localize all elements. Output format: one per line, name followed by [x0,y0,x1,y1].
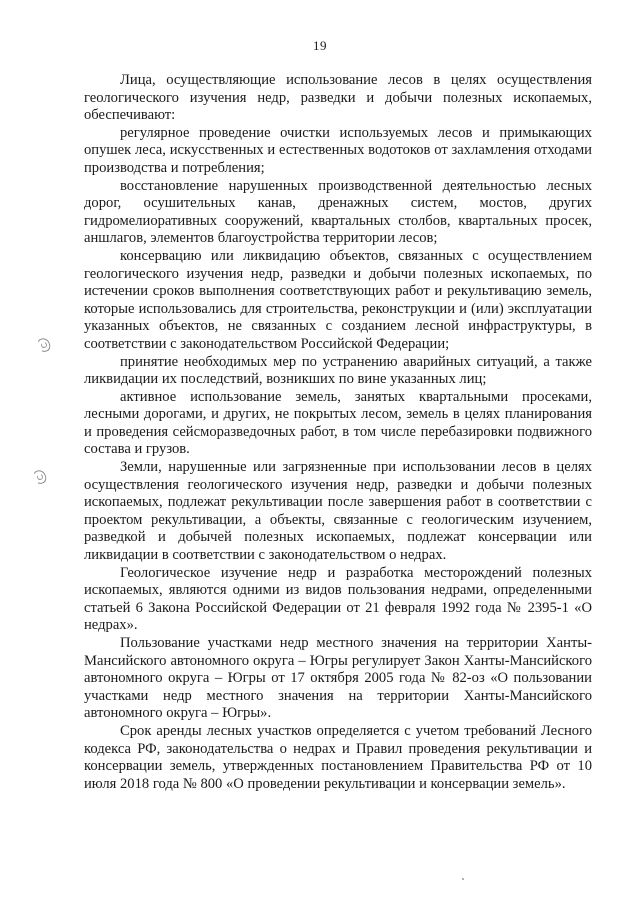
page-number: 19 [313,38,327,53]
paragraph-intro: Лица, осуществляющие использование лесов в целях осуществления геологического изучения недр, разведки и добычи полезных ископаемых, обеспечивают: [84,72,592,124]
paragraph-geological-study: Геологическое изучение недр и разработка месторождений полезных ископаемых, являются одними из видов пользования недрами, определенными статьей 6 Закона Российской Федерации от 21 февраля 1992 года № 2395-1 «О недрах». [84,564,592,634]
paragraph-lease-term: Срок аренды лесных участков определяется с учетом требований Лесного кодекса РФ, законодательства о недрах и Правил проведения рекультивации и консервации земель, утвержденных постановлением Правительства РФ от 10 июля 2018 года № 800 «О проведении рекультивации и консервации земель». [84,722,592,792]
paragraph-restoration: восстановление нарушенных производственной деятельностью лесных дорог, осушительных канав, дренажных систем, мостов, других гидромелиоративных сооружений, квартальных столбов, квартальных просек, аншлагов, элементов благоустройства территории лесов; [84,177,592,247]
paragraph-conservation: консервацию или ликвидацию объектов, связанных с осуществлением геологического изучения недр, разведки и добычи полезных ископаемых, по истечении сроков выполнения соответствующих работ и рекультивацию земель, которые использовались для строительства, реконструкции и (или) эксплуатации указанных объектов, не связанных с созданием лесной инфраструктуры, в соответствии с законодательством Российской Федерации; [84,247,592,352]
paragraph-land-use: активное использование земель, занятых квартальными просеками, лесными дорогами, и других, не покрытых лесом, земель в целях планирования и проведения сейсморазведочных работ, в том числе перебазировки подвижного состава и грузов. [84,388,592,458]
document-body [84,72,592,793]
paragraph-local-subsoil: Пользование участками недр местного значения на территории Ханты-Мансийского автономного округа – Югры регулирует Закон Ханты-Мансийского автономного округа – Югры от 17 октября 2005 года № 82-оз «О пользовании участками недр местного значения на территории Ханты-Мансийского автономного округа – Югры». [84,635,592,722]
paragraph-recultivation: Земли, нарушенные или загрязненные при использовании лесов в целях осуществления геологического изучения недр, разведки и добычи полезных ископаемых, подлежат рекультивации после завершения работ в соответствии с проектом рекультивации, а объекты, связанные с геологическим изучением, разведкой и добычей полезных ископаемых, подлежат консервации или ликвидации в соответствии с законодательством о недрах. [84,459,592,564]
paragraph-emergency: принятие необходимых мер по устранению аварийных ситуаций, а также ликвидации их последствий, возникших по вине указанных лиц; [84,353,592,388]
scan-artifact-mark [32,468,48,485]
scan-artifact-mark [36,336,52,353]
paragraph-cleanup: регулярное проведение очистки используемых лесов и примыкающих опушек леса, искусственных и естественных водотоков от захламления отходами производства и потребления; [84,124,592,176]
scan-artifact-dot [462,878,464,880]
